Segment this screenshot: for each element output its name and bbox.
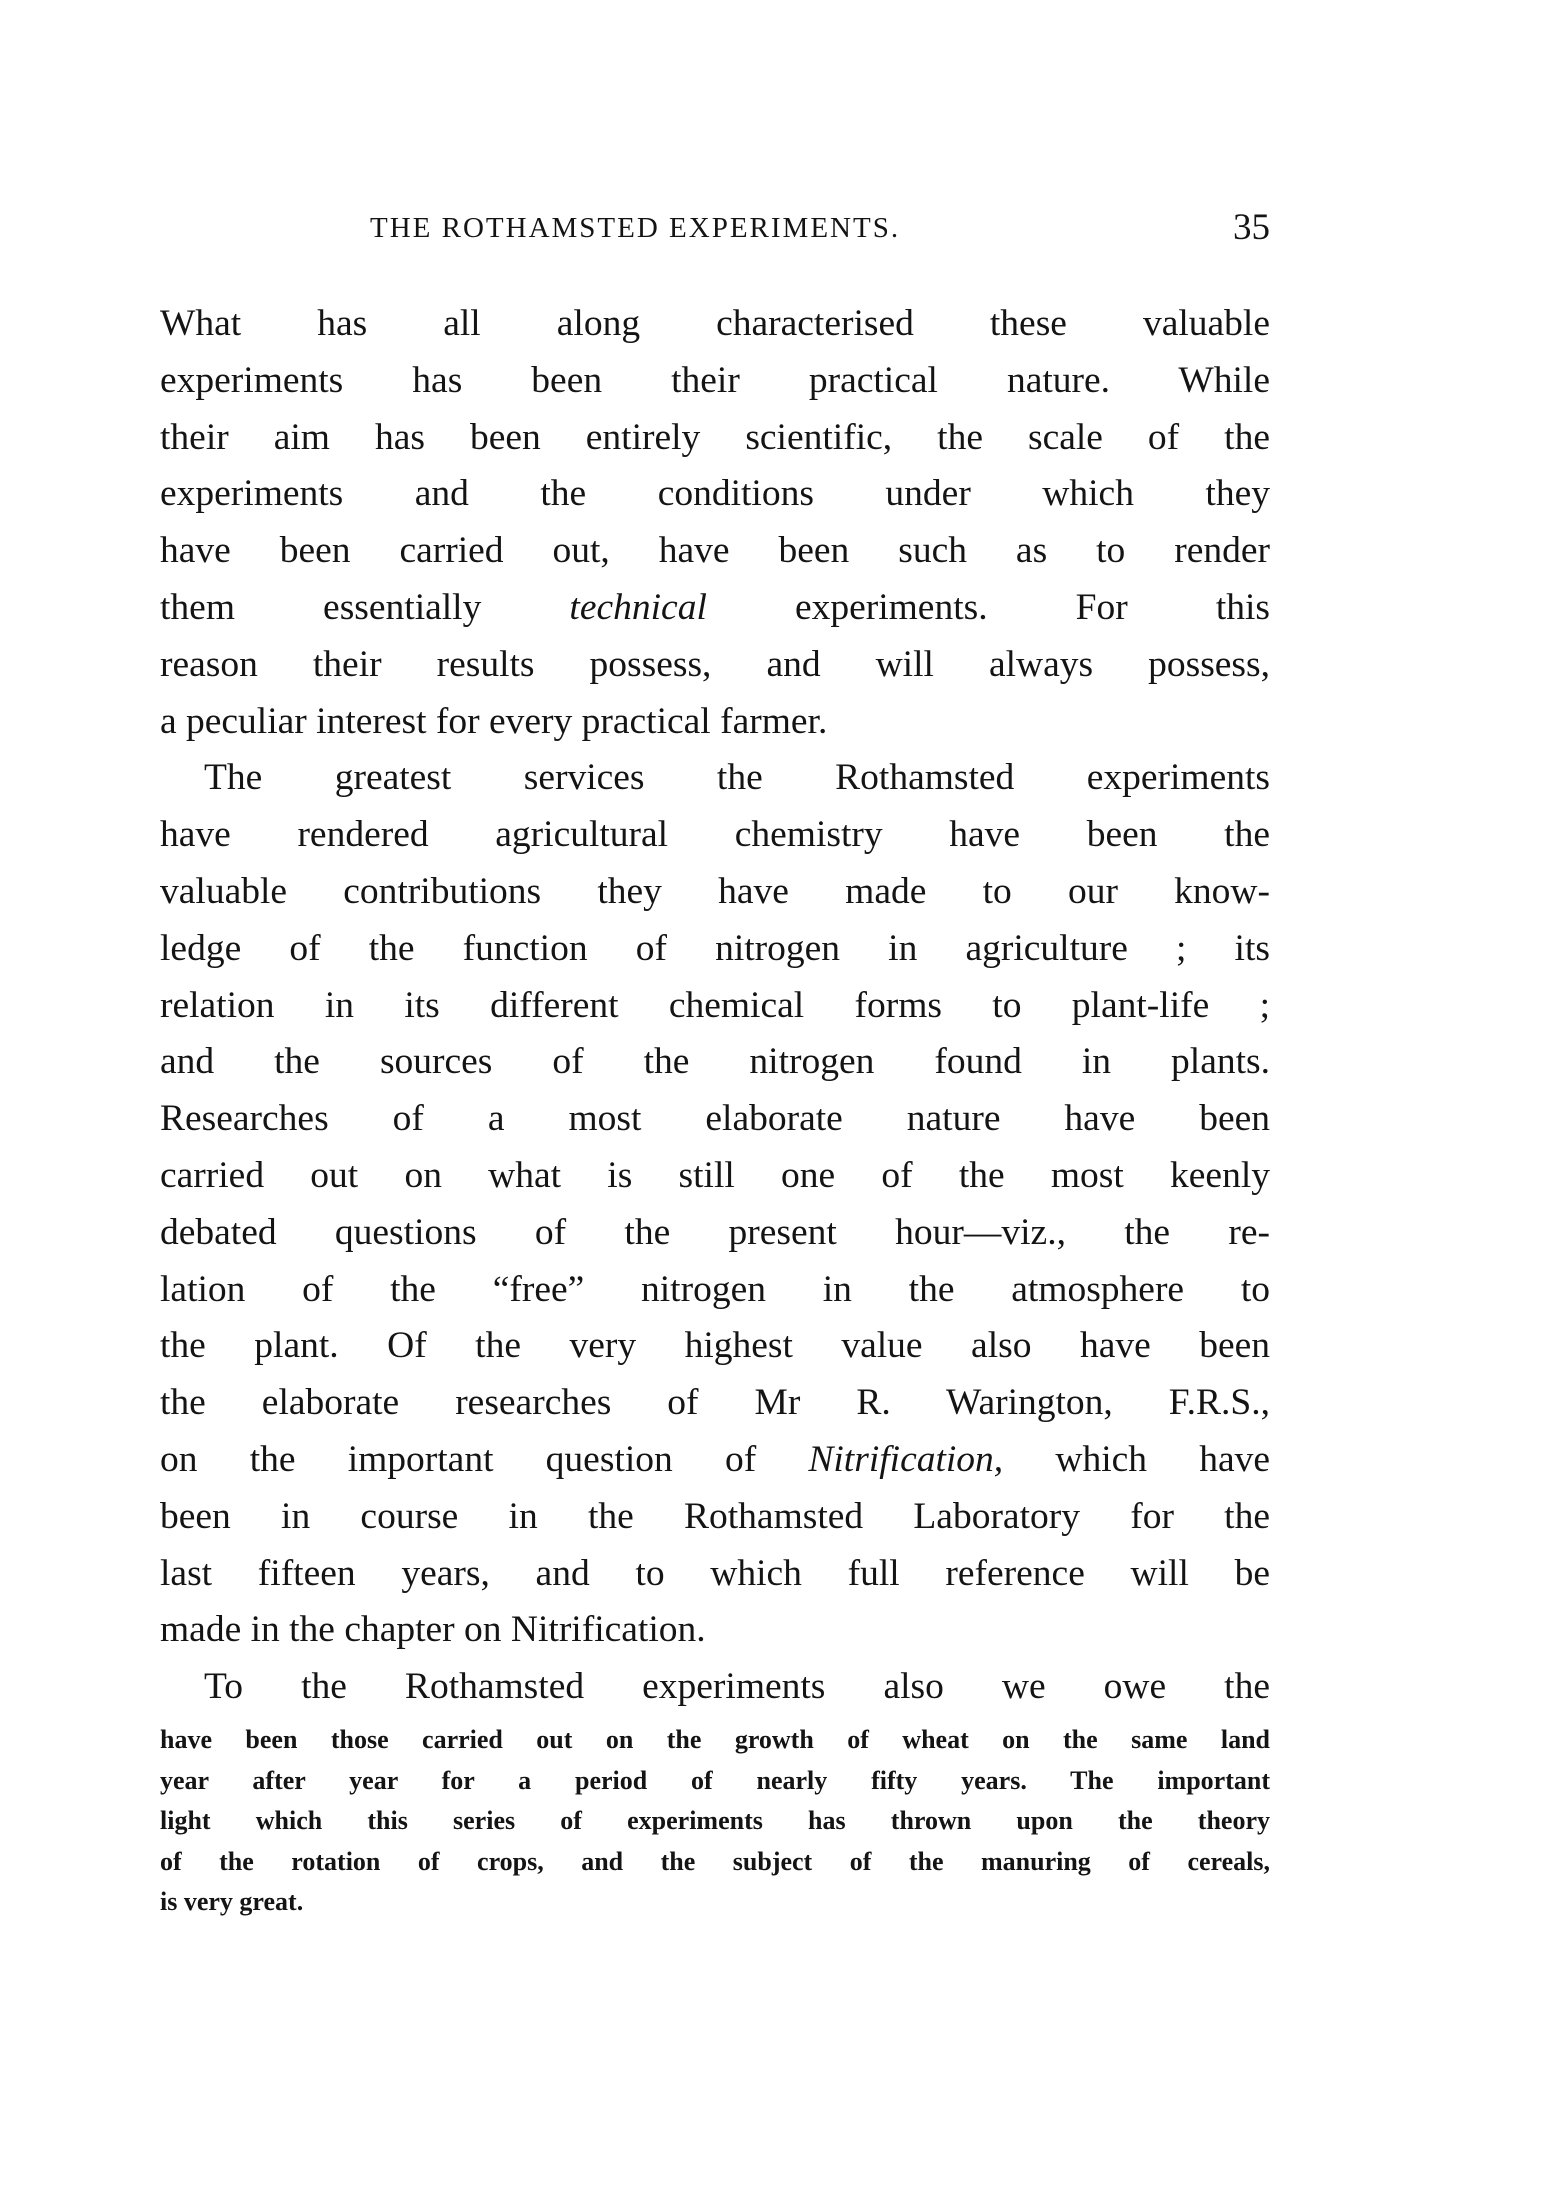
footnote-line: light which this series of experiments has thrown upon the theory xyxy=(160,1806,1270,1835)
body-text xyxy=(160,296,1270,1716)
running-title: THE ROTHAMSTED EXPERIMENTS. xyxy=(370,212,901,244)
text-line xyxy=(160,1432,1270,1489)
text-line: been in course in the Rothamsted Laboratory for the xyxy=(160,1495,1270,1537)
text-line: last fifteen years, and to which full reference will be xyxy=(160,1552,1270,1594)
footnote xyxy=(160,1720,1270,1923)
italic-term: technical xyxy=(569,586,707,628)
text-line: the elaborate researches of Mr R. Warington, F.R.S., xyxy=(160,1382,1270,1424)
text-line: relation in its different chemical forms to plant-life ; xyxy=(160,984,1270,1026)
text-line: What has all along characterised these valuable xyxy=(160,303,1270,344)
text-line: the plant. Of the very highest value also have been xyxy=(160,1325,1270,1367)
footnote-line: is very great. xyxy=(160,1887,304,1916)
italic-term: Nitrification, xyxy=(808,1438,1004,1480)
footnote-line: year after year for a period of nearly fifty years. The important xyxy=(160,1765,1270,1795)
text-line: their aim has been entirely scientific, the scale of the xyxy=(160,416,1270,458)
text-line: lation of the “free” nitrogen in the atmosphere to xyxy=(160,1268,1270,1310)
text-line: a peculiar interest for every practical farmer. xyxy=(160,700,828,742)
text-line: debated questions of the present hour—viz., the re- xyxy=(160,1211,1270,1253)
text-line: made in the chapter on Nitrification. xyxy=(160,1609,706,1651)
text-line: experiments has been their practical nature. While xyxy=(160,359,1270,401)
text-line: reason their results possess, and will always possess, xyxy=(160,643,1270,685)
text-line: valuable contributions they have made to our know- xyxy=(160,870,1270,912)
text-line: The greatest services the Rothamsted experiments xyxy=(204,757,1270,799)
running-head xyxy=(160,206,1270,256)
text-line: experiments and the conditions under which they xyxy=(160,473,1270,515)
text-segment: on the important question of xyxy=(160,1438,809,1480)
text-line: To the Rothamsted experiments also we owe the xyxy=(204,1666,1270,1708)
text-segment: them essentially xyxy=(160,586,570,628)
text-line: carried out on what is still one of the most keenly xyxy=(160,1154,1270,1196)
text-segment: experiments. For this xyxy=(706,586,1270,628)
footnote-line: of the rotation of crops, and the subject of the manuring of cereals, xyxy=(160,1846,1270,1876)
text-line: and the sources of the nitrogen found in plants. xyxy=(160,1041,1270,1083)
page-number: 35 xyxy=(1233,207,1270,248)
text-line xyxy=(160,580,1270,637)
text-line: ledge of the function of nitrogen in agriculture ; its xyxy=(160,927,1270,969)
text-line: have rendered agricultural chemistry have been the xyxy=(160,814,1270,856)
text-segment: which have xyxy=(1003,1438,1270,1480)
text-line: have been carried out, have been such as to render xyxy=(160,530,1270,572)
text-line: Researches of a most elaborate nature have been xyxy=(160,1098,1270,1140)
footnote-line: have been those carried out on the growth of wheat on the same land xyxy=(160,1725,1270,1754)
